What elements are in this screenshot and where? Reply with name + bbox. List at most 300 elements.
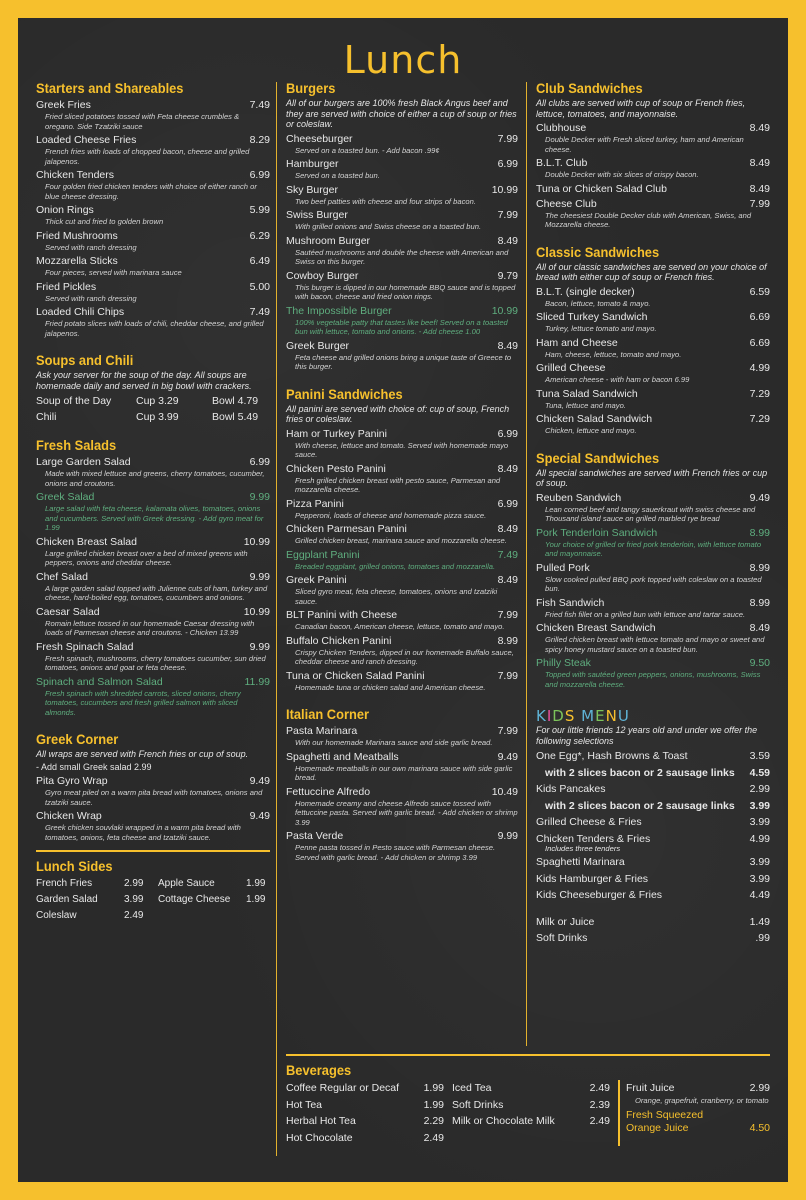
item-name: Fettuccine Alfredo bbox=[286, 785, 371, 798]
menu-item bbox=[36, 133, 270, 166]
italian-list bbox=[286, 724, 518, 862]
beverage-row bbox=[286, 1080, 452, 1097]
section-title: Special Sandwiches bbox=[536, 449, 660, 466]
item-price: 8.49 bbox=[497, 523, 518, 535]
item-price: 9.99 bbox=[497, 830, 518, 842]
section-description: All clubs are served with cup of soup or French fries, lettuce, tomatoes, and mayonnaise. bbox=[536, 98, 746, 119]
section-title: Burgers bbox=[286, 80, 336, 96]
soup-row bbox=[36, 409, 270, 425]
special-section bbox=[536, 450, 770, 690]
item-price: 4.59 bbox=[749, 766, 770, 779]
item-description: A large garden salad topped with Julienne cuts of ham, turkey and cheese, hard-boiled egg, tomatoes, cucumbers and onions. bbox=[45, 583, 268, 602]
kids-section bbox=[536, 707, 770, 947]
item-description: Your choice of grilled or fried pork tenderloin, with lettuce tomato and mayonnaise. bbox=[545, 539, 762, 558]
menu-item bbox=[36, 168, 270, 201]
item-description: With our homemade Marinara sauce and side garlic bread. bbox=[295, 738, 493, 747]
menu-item-row bbox=[286, 608, 518, 622]
menu-item-row bbox=[286, 427, 518, 441]
item-price: 4.50 bbox=[749, 1121, 770, 1134]
special-list bbox=[536, 491, 770, 690]
item-price: 8.49 bbox=[497, 234, 518, 247]
item-price: 4.99 bbox=[749, 362, 770, 374]
menu-item-row bbox=[626, 1109, 770, 1122]
starters-list bbox=[36, 98, 270, 338]
menu-item bbox=[286, 208, 518, 232]
item-price: 11.99 bbox=[244, 675, 270, 688]
section-title: Lunch Sides bbox=[36, 858, 113, 874]
menu-item-row bbox=[536, 121, 770, 135]
item-name: Loaded Cheese Fries bbox=[36, 134, 137, 146]
item-name: Chicken Breast Sandwich bbox=[536, 622, 656, 634]
item-description: Served with ranch dressing bbox=[45, 293, 137, 303]
menu-item-row bbox=[536, 526, 770, 540]
menu-item-row bbox=[536, 561, 770, 575]
item-price: 9.99 bbox=[249, 491, 270, 503]
item-name: Large Garden Salad bbox=[36, 456, 131, 468]
menu-item-row bbox=[286, 183, 518, 197]
spacer bbox=[536, 691, 770, 701]
kids-title-letter: U bbox=[617, 707, 630, 725]
section-title: Classic Sandwiches bbox=[536, 243, 660, 260]
item-description: Fried potato slices with loads of chili, cheddar cheese, and grilled jalapenos. bbox=[45, 319, 264, 338]
greek-list bbox=[36, 774, 270, 842]
beverages-grid bbox=[286, 1080, 770, 1146]
item-price: 3.59 bbox=[749, 750, 770, 762]
item-name: One Egg*, Hash Browns & Toast bbox=[536, 750, 688, 762]
menu-item bbox=[286, 573, 518, 606]
item-name: Greek Fries bbox=[36, 99, 91, 111]
item-description: Fresh spinach with shredded carrots, sliced onions, cherry tomatoes, cucumbers and fresh grilled salmon with sliced almonds. bbox=[45, 688, 241, 717]
item-description: Homemade creamy and cheese Alfredo sauce tossed with fettuccine pasta. Served with garlic bread. - Add chicken or shrimp 3.99 bbox=[295, 798, 518, 827]
item-price: 10.99 bbox=[243, 535, 270, 548]
item-description: Double Decker with six slices of crispy bacon. bbox=[545, 170, 699, 179]
menu-item-row bbox=[536, 197, 770, 211]
item-price: 7.99 bbox=[497, 669, 518, 682]
menu-item-row bbox=[536, 361, 770, 375]
item-price: 2.49 bbox=[589, 1115, 610, 1127]
item-price: 10.99 bbox=[491, 183, 518, 196]
item-description: American cheese - with ham or bacon 6.99 bbox=[545, 375, 690, 384]
beverage-row bbox=[452, 1113, 618, 1130]
item-name: Chili bbox=[36, 411, 57, 423]
kids-drink-row bbox=[536, 930, 770, 947]
item-price: 6.99 bbox=[249, 456, 270, 468]
item-name: Tuna Salad Sandwich bbox=[536, 387, 638, 400]
item-name: Fresh Spinach Salad bbox=[36, 640, 134, 653]
menu-item bbox=[286, 183, 518, 207]
item-name: Apple Sauce bbox=[158, 878, 215, 889]
menu-item bbox=[286, 497, 518, 521]
menu-item-row bbox=[286, 750, 518, 764]
menu-item-row bbox=[286, 829, 518, 843]
item-description: Served on a toasted bun. bbox=[295, 171, 380, 180]
item-description: With cheese, lettuce and tomato. Served with homemade mayo sauce. bbox=[295, 440, 509, 459]
menu-item bbox=[36, 280, 270, 304]
menu-item bbox=[536, 387, 770, 411]
kids-title-letter: I bbox=[546, 707, 553, 725]
kids-menu-row bbox=[536, 798, 770, 815]
item-price: 2.99 bbox=[749, 783, 770, 795]
item-price: 8.49 bbox=[497, 462, 518, 475]
spacer bbox=[536, 904, 770, 914]
item-price: 1.99 bbox=[423, 1082, 444, 1094]
item-description: Topped with sautéed green peppers, onions, mushrooms, Swiss and mozzarella cheese. bbox=[545, 670, 761, 689]
menu-item-row bbox=[536, 412, 770, 426]
club-section bbox=[536, 80, 770, 230]
item-price: 3.99 bbox=[124, 894, 144, 905]
item-price: 2.99 bbox=[124, 878, 144, 889]
item-price: 8.49 bbox=[497, 339, 518, 352]
kids-menu-row bbox=[536, 748, 770, 765]
item-price: 10.49 bbox=[491, 785, 518, 798]
section-title: Club Sandwiches bbox=[536, 80, 643, 96]
item-name: Grilled Cheese & Fries bbox=[536, 816, 642, 828]
menu-item bbox=[536, 561, 770, 594]
kids-title-letter: K bbox=[536, 707, 547, 725]
beverage-row bbox=[286, 1113, 452, 1130]
section-title: Starters and Shareables bbox=[36, 80, 184, 96]
kids-drinks-list bbox=[536, 914, 770, 947]
item-description: Served on a toasted bun. - Add bacon .99¢ bbox=[295, 145, 440, 155]
item-price: 7.29 bbox=[749, 387, 770, 400]
menu-item-row bbox=[36, 605, 270, 619]
item-price: 9.49 bbox=[249, 810, 270, 822]
menu-item bbox=[36, 675, 270, 718]
item-name: Grilled Cheese bbox=[536, 362, 606, 374]
spacer bbox=[536, 232, 770, 242]
menu-item bbox=[286, 669, 518, 693]
item-price: 2.99 bbox=[749, 1082, 770, 1094]
item-price: 9.79 bbox=[497, 269, 518, 282]
menu-item-row bbox=[626, 1122, 770, 1135]
sides-row bbox=[36, 908, 270, 924]
item-description: Grilled chicken breast with lettuce tomato and mayo or sweet and spicy honey mustard sauce on a toasted bun. bbox=[545, 635, 765, 654]
item-price: 8.49 bbox=[749, 122, 770, 134]
menu-item bbox=[536, 156, 770, 180]
menu-item-row bbox=[36, 570, 270, 584]
item-name: Tuna or Chicken Salad Club bbox=[536, 182, 667, 195]
column-left bbox=[36, 78, 270, 924]
item-name: Fruit Juice bbox=[626, 1082, 675, 1094]
item-price: 7.99 bbox=[497, 609, 518, 621]
menu-item-row bbox=[36, 133, 270, 147]
panini-list bbox=[286, 427, 518, 693]
item-description: Two beef patties with cheese and four strips of bacon. bbox=[295, 196, 476, 206]
item-name: Hot Tea bbox=[286, 1098, 322, 1111]
menu-item bbox=[286, 132, 518, 156]
item-name: Cheese Club bbox=[536, 197, 597, 210]
item-price: 2.49 bbox=[423, 1131, 444, 1144]
item-price: 7.99 bbox=[497, 209, 518, 221]
kids-menu-title bbox=[536, 707, 770, 725]
menu-item-row bbox=[286, 462, 518, 476]
item-name: Chicken Parmesan Panini bbox=[286, 523, 407, 535]
menu-item-row bbox=[36, 675, 270, 689]
item-price: 7.99 bbox=[749, 197, 770, 210]
kids-drink-row bbox=[536, 914, 770, 931]
item-name: B.L.T. Club bbox=[536, 157, 588, 169]
section-description: All panini are served with choice of: cup of soup, French fries or coleslaw. bbox=[286, 403, 510, 424]
menu-item-row bbox=[536, 387, 770, 401]
item-name: Pulled Pork bbox=[536, 561, 590, 574]
item-name: Coleslaw bbox=[36, 910, 77, 921]
menu-item-row bbox=[536, 156, 770, 170]
menu-item bbox=[286, 634, 518, 667]
item-price: 2.49 bbox=[124, 910, 144, 921]
item-description: Turkey, lettuce tomato and mayo. bbox=[545, 324, 657, 333]
item-description: Four golden fried chicken tenders with choice of either ranch or blue cheese dressing. bbox=[45, 182, 257, 201]
item-description: Homemade meatballs in our own marinara sauce with side garlic bread. bbox=[295, 763, 513, 782]
item-name: Pasta Marinara bbox=[286, 725, 358, 737]
section-description: All wraps are served with French fries or cup of soup. bbox=[36, 749, 249, 759]
item-name: Pizza Panini bbox=[286, 497, 344, 510]
item-price: 8.99 bbox=[749, 596, 770, 609]
item-description: Breaded eggplant, grilled onions, tomatoes and mozzarella. bbox=[295, 561, 496, 571]
item-name: Cowboy Burger bbox=[286, 269, 359, 282]
item-description: Fried sliced potatoes tossed with Feta cheese crumbles & oregano. Side Tzatziki sauce bbox=[45, 112, 240, 131]
menu-item-row bbox=[36, 809, 270, 823]
menu-item-row bbox=[286, 724, 518, 738]
menu-board bbox=[18, 18, 788, 1182]
spacer bbox=[536, 438, 770, 448]
item-name: Caesar Salad bbox=[36, 605, 100, 618]
menu-item-row bbox=[36, 774, 270, 788]
item-price: 8.49 bbox=[749, 182, 770, 195]
item-price: 6.69 bbox=[749, 336, 770, 349]
menu-item bbox=[536, 526, 770, 559]
beverage-row bbox=[286, 1097, 452, 1114]
classic-section bbox=[536, 244, 770, 436]
item-price: 2.29 bbox=[423, 1115, 444, 1127]
item-description: Large grilled chicken breast over a bed of mixed greens with peppers, onions and cheddar cheese. bbox=[45, 548, 248, 567]
page-title: Lunch bbox=[343, 38, 463, 82]
item-name: Orange Juice bbox=[626, 1121, 689, 1134]
item-name: Kids Pancakes bbox=[536, 783, 606, 795]
item-description: The cheesiest Double Decker club with American, Swiss, and Mozzarella cheese. bbox=[545, 210, 752, 229]
salads-list bbox=[36, 455, 270, 717]
menu-item bbox=[286, 462, 518, 495]
item-price: 4.49 bbox=[749, 889, 770, 901]
menu-item-row bbox=[36, 490, 270, 504]
item-price: 7.49 bbox=[249, 99, 270, 111]
menu-item-row bbox=[286, 339, 518, 353]
item-name: with 2 slices bacon or 2 sausage links bbox=[545, 799, 735, 812]
menu-item bbox=[536, 121, 770, 154]
item-name: Spaghetti and Meatballs bbox=[286, 750, 399, 763]
cup-price: Cup 3.29 bbox=[136, 395, 179, 407]
sides-section bbox=[36, 858, 270, 924]
menu-item-row bbox=[286, 785, 518, 799]
burgers-section bbox=[286, 80, 518, 372]
item-price: 6.59 bbox=[749, 285, 770, 298]
cup-price: Cup 3.99 bbox=[136, 411, 179, 423]
item-name: Fresh Squeezed bbox=[626, 1108, 704, 1121]
item-price: 4.99 bbox=[749, 832, 770, 845]
menu-item-row bbox=[536, 596, 770, 610]
menu-item bbox=[536, 285, 770, 309]
menu-item-row bbox=[286, 132, 518, 146]
menu-item bbox=[536, 182, 770, 196]
menu-item bbox=[536, 491, 770, 524]
item-name: Tuna or Chicken Salad Panini bbox=[286, 669, 425, 682]
section-title: Beverages bbox=[286, 1062, 352, 1078]
item-description: Gyro meat piled on a warm pita bread with tomatoes, onions and tzatziki sauce. bbox=[45, 788, 263, 807]
section-description: Ask your server for the soup of the day. All soups are homemade daily and served in big bowl with crackers. bbox=[36, 370, 252, 391]
item-description: Feta cheese and grilled onions bring a unique taste of Greece to this burger. bbox=[295, 352, 512, 371]
item-name: Hamburger bbox=[286, 158, 339, 170]
menu-item bbox=[36, 605, 270, 638]
italian-section bbox=[286, 706, 518, 862]
item-price: 10.99 bbox=[243, 605, 270, 618]
item-price: 9.49 bbox=[249, 775, 270, 787]
item-description: Orange, grapefruit, cranberry, or tomato bbox=[635, 1096, 769, 1105]
starters-section bbox=[36, 80, 270, 338]
menu-item bbox=[286, 157, 518, 181]
section-title: Panini Sandwiches bbox=[286, 385, 403, 402]
item-price: 9.99 bbox=[249, 640, 270, 653]
item-name: Soup of the Day bbox=[36, 395, 112, 407]
item-name: Chicken Breast Salad bbox=[36, 535, 137, 548]
menu-item-row bbox=[286, 634, 518, 648]
menu-item bbox=[536, 412, 770, 436]
salads-section bbox=[36, 437, 270, 717]
item-description: This burger is dipped in our homemade BBQ sauce and is topped with bacon, cheese and fried onion rings. bbox=[295, 282, 516, 301]
item-name: Swiss Burger bbox=[286, 209, 348, 221]
menu-item-row bbox=[286, 234, 518, 248]
item-name: Ham or Turkey Panini bbox=[286, 427, 387, 440]
menu-item-row bbox=[536, 621, 770, 635]
kids-menu-row bbox=[536, 887, 770, 904]
item-name: Cottage Cheese bbox=[158, 894, 231, 905]
section-description: All special sandwiches are served with French fries or cup of soup. bbox=[536, 467, 768, 488]
item-description: Served with ranch dressing bbox=[45, 242, 137, 252]
item-description: Fresh grilled chicken breast with pesto sauce, Parmesan and mozzarella cheese. bbox=[295, 475, 501, 494]
bowl-price: Bowl 5.49 bbox=[212, 411, 259, 423]
item-name: Greek Burger bbox=[286, 339, 350, 352]
column-middle bbox=[286, 78, 518, 864]
item-price: .99 bbox=[755, 932, 770, 944]
item-name: Chicken Wrap bbox=[36, 810, 102, 822]
menu-item bbox=[36, 305, 270, 338]
panini-section bbox=[286, 386, 518, 693]
item-price: 6.99 bbox=[497, 427, 518, 440]
item-name: Greek Salad bbox=[36, 491, 95, 503]
item-description: Canadian bacon, American cheese, lettuce, tomato and mayo. bbox=[295, 622, 505, 631]
item-price: 3.99 bbox=[749, 816, 770, 828]
item-name: Buffalo Chicken Panini bbox=[286, 634, 392, 647]
item-name: Hot Chocolate bbox=[286, 1131, 353, 1144]
menu-item-row bbox=[536, 491, 770, 505]
section-title: Fresh Salads bbox=[36, 437, 117, 453]
beverages-column bbox=[452, 1080, 618, 1146]
item-description: Grilled chicken breast, marinara sauce and mozzarella cheese. bbox=[295, 536, 507, 545]
kids-title-letter: M bbox=[581, 707, 596, 725]
menu-item bbox=[286, 548, 518, 572]
menu-item bbox=[286, 234, 518, 267]
item-name: Pork Tenderloin Sandwich bbox=[536, 526, 658, 539]
kids-title-letter: D bbox=[552, 707, 565, 725]
item-price: 1.99 bbox=[423, 1098, 444, 1111]
menu-item-row bbox=[286, 548, 518, 562]
item-name: Mozzarella Sticks bbox=[36, 255, 118, 267]
menu-item-row bbox=[36, 280, 270, 294]
menu-item-row bbox=[286, 573, 518, 587]
menu-item bbox=[286, 750, 518, 783]
menu-item bbox=[36, 490, 270, 533]
item-description: Sautéed mushrooms and double the cheese with American and Swiss on this burger. bbox=[295, 247, 509, 266]
section-title: Soups and Chili bbox=[36, 352, 134, 368]
menu-item bbox=[36, 229, 270, 253]
item-price: 1.99 bbox=[246, 894, 266, 905]
item-description: French fries with loads of chopped bacon, cheese and grilled jalapenos. bbox=[45, 147, 250, 166]
menu-item-row bbox=[36, 640, 270, 654]
column-divider bbox=[276, 82, 277, 1156]
menu-item bbox=[286, 724, 518, 748]
item-name: Sky Burger bbox=[286, 183, 338, 196]
item-price: 3.99 bbox=[749, 799, 770, 812]
item-price: 6.99 bbox=[497, 158, 518, 170]
item-description: Lean corned beef and tangy sauerkraut with swiss cheese and Thousand island sauce on grilled marbled rye bread bbox=[545, 504, 756, 523]
item-name: Mushroom Burger bbox=[286, 234, 371, 247]
section-description: All of our burgers are 100% fresh Black Angus beef and they are served with choice of either a cup of soup or fries or coleslaw. bbox=[286, 98, 517, 129]
section-title: Italian Corner bbox=[286, 706, 370, 722]
menu-item bbox=[536, 310, 770, 334]
menu-item-row bbox=[286, 669, 518, 683]
beverages-section bbox=[286, 1052, 770, 1146]
item-price: 2.39 bbox=[589, 1098, 610, 1111]
item-price: 6.69 bbox=[749, 311, 770, 323]
item-name: Cheeseburger bbox=[286, 132, 353, 145]
sides-row bbox=[36, 892, 270, 908]
item-price: 8.49 bbox=[749, 157, 770, 169]
menu-item bbox=[286, 829, 518, 862]
item-name: B.L.T. (single decker) bbox=[536, 285, 635, 298]
item-name: The Impossible Burger bbox=[286, 304, 392, 317]
menu-item bbox=[536, 336, 770, 360]
menu-item bbox=[536, 361, 770, 385]
item-price: 6.99 bbox=[249, 169, 270, 181]
item-description: Ham, cheese, lettuce, tomato and mayo. bbox=[545, 349, 682, 359]
menu-item bbox=[36, 774, 270, 807]
spacer bbox=[36, 340, 270, 350]
menu-item bbox=[286, 269, 518, 302]
item-name: Spaghetti Marinara bbox=[536, 856, 625, 868]
menu-item-row bbox=[536, 285, 770, 299]
item-name: French Fries bbox=[36, 878, 93, 889]
menu-item-row bbox=[286, 157, 518, 171]
menu-item-row bbox=[36, 535, 270, 549]
menu-item-row bbox=[286, 304, 518, 318]
menu-item-row bbox=[536, 336, 770, 350]
beverage-row bbox=[286, 1130, 452, 1147]
item-description: Made with mixed lettuce and greens, cherry tomatoes, cucumber, onions and croutons. bbox=[45, 469, 265, 488]
menu-item-row bbox=[286, 497, 518, 511]
item-name: Chef Salad bbox=[36, 570, 88, 583]
item-name: with 2 slices bacon or 2 sausage links bbox=[545, 766, 735, 779]
item-price: 6.99 bbox=[497, 497, 518, 510]
item-name: Spinach and Salmon Salad bbox=[36, 675, 163, 688]
item-description: Fried fish fillet on a grilled bun with lettuce and tartar sauce. bbox=[545, 609, 746, 619]
menu-item bbox=[36, 535, 270, 568]
item-name: Loaded Chili Chips bbox=[36, 306, 125, 318]
item-description: Double Decker with Fresh sliced turkey, ham and American cheese. bbox=[545, 135, 744, 154]
kids-title-letter: S bbox=[564, 707, 576, 725]
item-name: Clubhouse bbox=[536, 122, 587, 134]
item-name: Onion Rings bbox=[36, 204, 94, 216]
item-description: Crispy Chicken Tenders, dipped in our homemade Buffalo sauce, cheddar cheese and ranch dressing. bbox=[295, 647, 514, 666]
item-name: Chicken Tenders bbox=[36, 169, 115, 181]
menu-item bbox=[286, 304, 518, 337]
